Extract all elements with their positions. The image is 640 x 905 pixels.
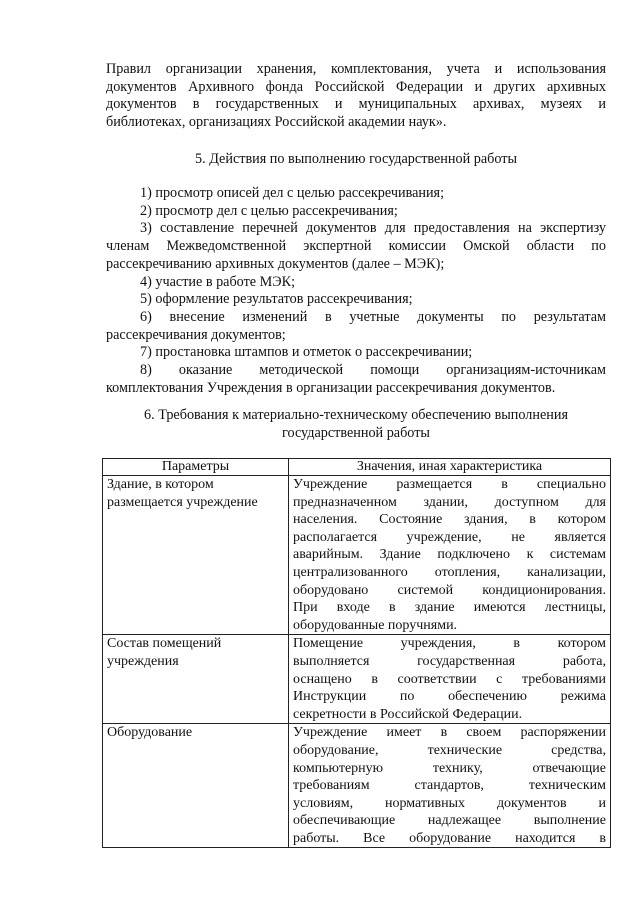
value-line: Учреждение имеет в своем распоряжении (293, 725, 606, 741)
section-5-heading: 5. Действия по выполнению государственной работы (195, 151, 517, 167)
list-item: 3) составление перечней документов для предоставления на экспертизу (140, 220, 606, 237)
value-line: оборудовано системой кондиционирования. (293, 582, 606, 598)
list-item-continuation: комплектования Учреждения в организации рассекречивания документов. (106, 379, 556, 396)
value-line: секретности в Российской Федерации. (293, 706, 523, 722)
param-cell (103, 476, 289, 635)
value-line: оснащено в соответствии с требованиями (293, 671, 606, 687)
param-line: Здание, в котором (107, 477, 214, 492)
value-cell (289, 476, 611, 635)
value-line: условиям, нормативных документов и (293, 795, 606, 811)
param-cell (103, 724, 289, 848)
param-cell (103, 635, 289, 724)
list-item-continuation: рассекречивания документов; (106, 326, 286, 343)
section-6-heading-line: государственной работы (282, 424, 430, 441)
intro-line: документов Архивного фонда Российской Федерации и других архивных (106, 78, 606, 95)
value-line: работы. Все оборудование находится в (293, 830, 606, 846)
section-6-heading-line: 6. Требования к материально-техническому обеспечению выполнения (144, 407, 568, 423)
param-line: Состав помещений (107, 636, 222, 652)
param-line: учреждения (107, 653, 179, 669)
intro-line: Правил организации хранения, комплектования, учета и использования (106, 61, 606, 77)
intro-line: документов в государственных и муниципальных архивах, музеях и (106, 96, 606, 113)
table-row (103, 635, 611, 724)
value-line: Инструкции по обеспечению режима (293, 689, 606, 705)
list-item: 6) внесение изменений в учетные документы по результатам (140, 308, 606, 325)
intro-paragraph (106, 61, 606, 132)
list-item: 1) просмотр описей дел с целью рассекречивания; (140, 185, 445, 201)
value-line: Помещение учреждения, в котором (293, 636, 606, 652)
list-item-continuation: рассекречиванию архивных документов (далее – МЭК); (106, 255, 445, 272)
list-item-continuation: членам Межведомственной экспертной комиссии Омской области по (106, 238, 606, 255)
table-row (103, 724, 611, 848)
value-line: централизованного отопления, канализации, (293, 564, 606, 580)
list-item: 7) простановка штампов и отметок о рассекречивании; (140, 344, 473, 361)
value-line: выполняется государственная работа, (293, 653, 606, 669)
value-line: располагается учреждение, не является (293, 529, 606, 545)
param-line: размещается учреждение (107, 494, 258, 510)
section-6-heading (106, 407, 606, 442)
list-item: 2) просмотр дел с целью рассекречивания; (140, 202, 398, 219)
value-line: населения. Состояние здания, в котором (293, 512, 606, 528)
value-cell (289, 635, 611, 724)
value-line: обеспечивающие надлежащее выполнение (293, 813, 606, 829)
list-item: 8) оказание методической помощи организациям-источникам (140, 362, 606, 379)
param-line: Оборудование (107, 725, 193, 741)
list-item: 4) участие в работе МЭК; (140, 273, 296, 290)
intro-line: библиотеках, организациях Российской академии наук». (106, 114, 447, 131)
value-line: предназначенном здании, доступном для (293, 494, 606, 510)
list-item: 5) оформление результатов рассекречивания; (140, 291, 413, 308)
value-line: При входе в здание имеются лестницы, (293, 600, 606, 616)
value-line: компьютерную технику, отвечающие (293, 760, 606, 776)
value-line: оборудование, технические средства, (293, 742, 606, 758)
requirements-table (102, 458, 611, 848)
value-line: аварийным. Здание подключено к системам (293, 547, 606, 563)
column-header-values: Значения, иная характеристика (289, 459, 611, 476)
column-header-parameters: Параметры (103, 459, 289, 476)
table-header-row (103, 459, 611, 476)
table-row (103, 476, 611, 635)
value-line: оборудованные поручнями. (293, 617, 458, 633)
value-cell (289, 724, 611, 848)
value-line: требованиям стандартов, техническим (293, 778, 606, 794)
value-line: Учреждение размещается в специально (293, 477, 606, 492)
section-5-list (106, 185, 606, 397)
